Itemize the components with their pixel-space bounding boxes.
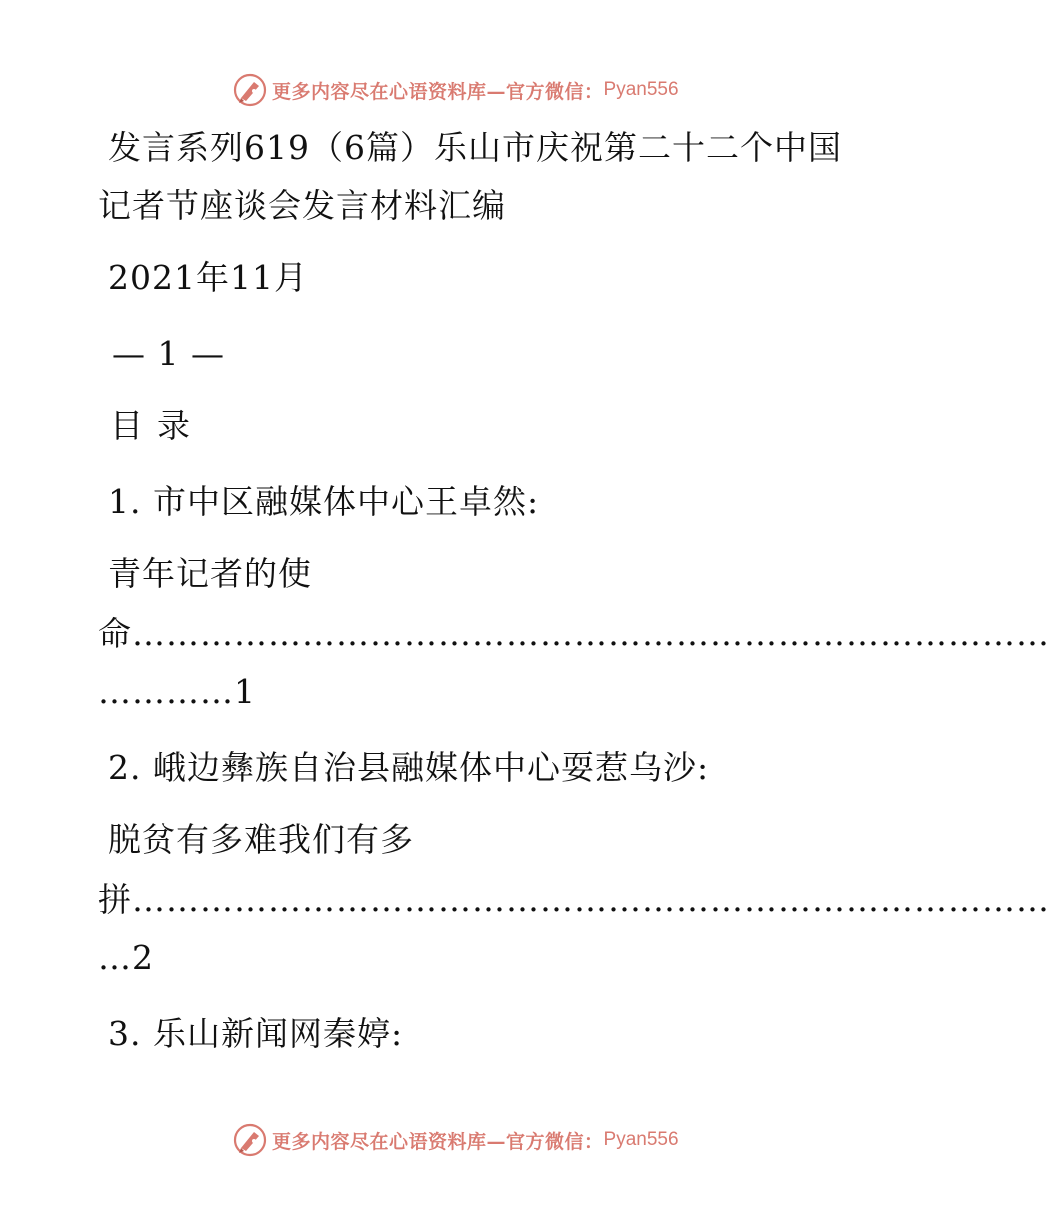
doc-title-line-1: 发言系列619（6篇）乐山市庆祝第二十二个中国 <box>108 128 842 167</box>
page-marker: — 1 — <box>112 334 225 373</box>
watermark-wechat-id: Pyan556 <box>603 1129 679 1150</box>
toc-entry-1-heading: 1. 市中区融媒体中心王卓然: <box>108 482 540 521</box>
watermark-text: 更多内容尽在心语资料库—官方微信： <box>272 1130 604 1153</box>
watermark-text: 更多内容尽在心语资料库—官方微信： <box>272 80 604 103</box>
toc-entry-1-page: …………1 <box>98 672 256 711</box>
toc-heading: 目录 <box>110 406 204 445</box>
toc-entry-2-title: 脱贫有多难我们有多 <box>108 820 414 859</box>
toc-entry-2-leader: 拼……………………………………………………………………… <box>98 880 1050 919</box>
doc-title-line-2: 记者节座谈会发言材料汇编 <box>98 186 506 225</box>
pen-logo-icon <box>232 1122 268 1158</box>
doc-date: 2021年11月 <box>108 258 308 297</box>
toc-entry-3-heading: 3. 乐山新闻网秦婷: <box>108 1014 404 1053</box>
watermark-header <box>232 70 712 110</box>
toc-entry-2-page: …2 <box>98 938 154 977</box>
toc-entry-1-title: 青年记者的使 <box>108 554 312 593</box>
watermark-footer <box>232 1120 712 1160</box>
watermark-wechat-id: Pyan556 <box>603 79 679 100</box>
toc-entry-2-heading: 2. 峨边彝族自治县融媒体中心耍惹乌沙: <box>108 748 710 787</box>
pen-logo-icon <box>232 72 268 108</box>
toc-entry-1-leader: 命……………………………………………………………………… <box>98 614 1050 653</box>
